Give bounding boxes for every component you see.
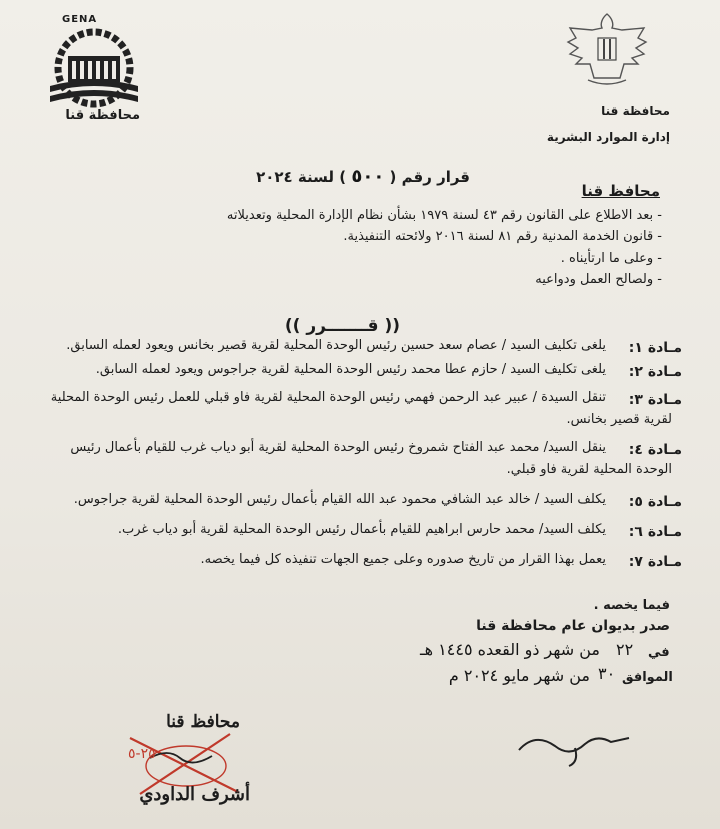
gena-logo-label: GENA	[62, 14, 98, 25]
signature-title: محافظ قنا	[166, 712, 240, 732]
decided-heading: (( قـــــــرر ))	[284, 316, 400, 336]
article-text: يلغى تكليف السيد / عصام سعد حسين رئيس الوحدة المحلية لقرية قصير بخانس ويعود لعمله السابق.	[66, 338, 606, 353]
article-text: ينقل السيد/ محمد عبد الفتاح شمروخ رئيس الوحدة المحلية لقرية أبو دياب غرب للقيام بأعمال رئيس	[70, 440, 606, 455]
preamble-line: - قانون الخدمة المدنية رقم ٨١ لسنة ٢٠١٦ ولائحته التنفيذية.	[343, 229, 662, 244]
date-hijri-day: ٢٢	[616, 640, 634, 659]
article-text: يلغى تكليف السيد / حازم عطا محمد رئيس الوحدة المحلية لقرية جراجوس ويعود لعمله السابق.	[95, 362, 606, 377]
signature-name: أشرف الداودي	[139, 784, 250, 805]
closing-text: فيما يخصه .	[593, 598, 670, 613]
article-label: مـادة ٦:	[628, 524, 682, 540]
article-text: لقرية قصير بخانس.	[566, 412, 672, 427]
right-dept-name: إدارة الموارد البشرية	[546, 130, 670, 144]
article-label: مـادة ٧:	[628, 554, 682, 570]
signature-date-stamp: ٢٥-٥	[128, 746, 156, 762]
preamble-line: - وعلى ما ارتأيناه .	[560, 251, 662, 266]
decision-title-prefix: قرار رقم (	[389, 168, 470, 186]
decision-title-suffix: ) لسنة ٢٠٢٤	[256, 168, 347, 186]
egypt-eagle-emblem	[562, 8, 652, 98]
article-label: مـادة ١:	[628, 340, 682, 356]
date-hijri-label: في	[648, 645, 670, 660]
article-label: مـادة ٥:	[628, 494, 682, 510]
issued-text: صدر بديوان عام محافظة قنا	[476, 618, 670, 634]
preamble-line: - بعد الاطلاع على القانون رقم ٤٣ لسنة ١٩٧٩ بشأن نظام الإدارة المحلية وتعديلاته	[226, 208, 662, 223]
date-greg-label: الموافق	[622, 670, 673, 685]
date-hijri-text: من شهر ذو القعده ١٤٤٥ هـ	[419, 640, 600, 659]
article-text: الوحدة المحلية لقرية فاو قبلي.	[506, 462, 672, 477]
article-text: تنقل السيدة / عبير عبد الرحمن فهمي رئيس الوحدة المحلية لقرية فاو قبلي للعمل رئيس الوحدة المحلية	[50, 390, 606, 405]
article-label: مـادة ٤:	[628, 442, 682, 458]
decision-number: ٥٠٠	[351, 166, 385, 187]
date-greg-day: ٣٠	[598, 664, 616, 683]
article-label: مـادة ٢:	[628, 364, 682, 380]
preamble-line: - ولصالح العمل ودواعيه	[535, 272, 662, 287]
article-text: يكلف السيد/ محمد حارس ابراهيم للقيام بأعمال رئيس الوحدة المحلية لقرية أبو دياب غرب.	[117, 522, 606, 537]
date-greg-text: من شهر مايو ٢٠٢٤ م	[448, 666, 590, 685]
article-text: يكلف السيد / خالد عبد الشافي محمود عبد الله القيام بأعمال رئيس الوحدة المحلية لقرية جراجوس.	[73, 492, 606, 507]
left-org-name: محافظة قنا	[65, 108, 140, 123]
article-label: مـادة ٣:	[628, 392, 682, 408]
article-text: يعمل بهذا القرار من تاريخ صدوره وعلى جميع الجهات تنفيذه كل فيما يخصه.	[200, 552, 606, 567]
right-org-name: محافظة قنا	[601, 104, 670, 118]
secretary-signature	[515, 722, 635, 772]
governor-label: محافظ قنا	[581, 182, 660, 200]
decision-title	[240, 166, 470, 187]
